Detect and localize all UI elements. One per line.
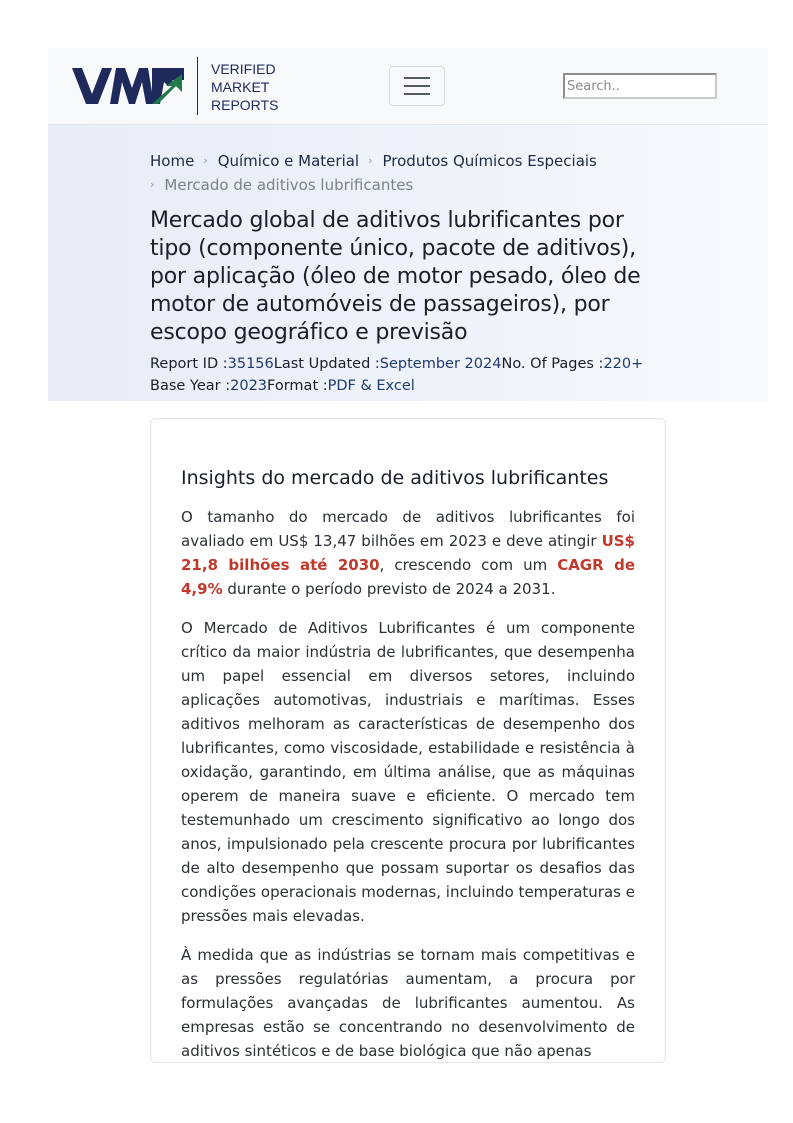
insights-heading: Insights do mercado de aditivos lubrificantes [181,467,609,489]
breadcrumb-category-link[interactable]: Químico e Material [217,152,360,170]
brand-name[interactable] [211,60,278,114]
hamburger-menu-button[interactable] [389,66,445,106]
report-meta [150,353,690,397]
last-updated-label: Last Updated : [273,356,380,372]
breadcrumb-current: Mercado de aditivos lubrificantes [164,176,414,194]
hamburger-icon-bar [404,93,430,95]
p1-text-a: O tamanho do mercado de aditivos lubrificantes foi avaliado em US$ 13,47 bilhões em 2023 e deve atingir [181,508,635,550]
insights-card [150,418,666,1063]
chevron-right-icon: › [150,178,155,191]
site-header [48,48,768,125]
format-label: Format : [267,378,328,394]
vmr-logo-icon[interactable] [72,66,184,106]
insights-paragraph-2: O Mercado de Aditivos Lubrificantes é um componente crítico da maior indústria de lubrificantes, que desempenha um papel essencial em diversos setores, incluindo aplicações automotivas, industriais e marítimas. Esses aditivos melhoram as características de desempenho dos lubrificantes, como viscosidade, estabilidade e resistência à oxidação, garantindo, em última análise, que as máquinas operem de maneira suave e eficiente. O mercado tem testemunhado um crescimento significativo ao longo dos anos, impulsionado pela crescente procura por lubrificantes de alto desempenho que possam suportar os desafios das condições operacionais modernas, incluindo temperaturas e pressões mais elevadas. [181,619,635,925]
market-size-highlight: US$ 21,8 bilhões até 2030 [181,532,635,574]
breadcrumb-home-link[interactable]: Home [150,152,195,170]
insights-paragraph-1 [181,505,635,601]
hamburger-icon-bar [404,85,430,87]
last-updated-value: September 2024 [379,356,502,372]
base-year-value: 2023 [230,378,268,394]
cagr-highlight: CAGR de 4,9% [181,556,635,598]
report-id-value: 35156 [227,356,274,372]
page-title: Mercado global de aditivos lubrificantes por tipo (componente único, pacote de aditivos), por aplicação (óleo de motor pesado, óleo de motor de automóveis de passageiros), por escopo geográfico e previsão [150,208,641,345]
insights-content [181,463,635,1063]
p1-text-b: , crescendo com um [379,556,558,574]
brand-line-3: REPORTS [211,97,279,113]
chevron-right-icon: › [368,154,373,167]
brand-line-2: MARKET [211,79,270,95]
insights-paragraph-3: À medida que as indústrias se tornam mais competitivas e as pressões regulatórias aumentam, a procura por formulações avançadas de lubrificantes aumentou. As empresas estão se concentrando no desenvolvimento de aditivos sintéticos e de base biológica que não apenas [181,946,635,1060]
hamburger-icon [404,77,430,79]
report-hero [48,125,768,401]
chevron-right-icon: › [203,154,208,167]
search-input[interactable] [563,73,717,99]
report-id-label: Report ID : [150,356,228,372]
logo-divider [197,57,198,115]
format-value: PDF & Excel [327,378,415,394]
base-year-label: Base Year : [150,378,231,394]
pages-label: No. Of Pages : [501,356,604,372]
breadcrumb-subcategory-link[interactable]: Produtos Químicos Especiais [382,152,597,170]
pages-value: 220+ [603,356,644,372]
breadcrumb [150,149,670,197]
p1-text-c: durante o período previsto de 2024 a 2031. [222,580,556,598]
brand-line-1: VERIFIED [211,61,276,77]
